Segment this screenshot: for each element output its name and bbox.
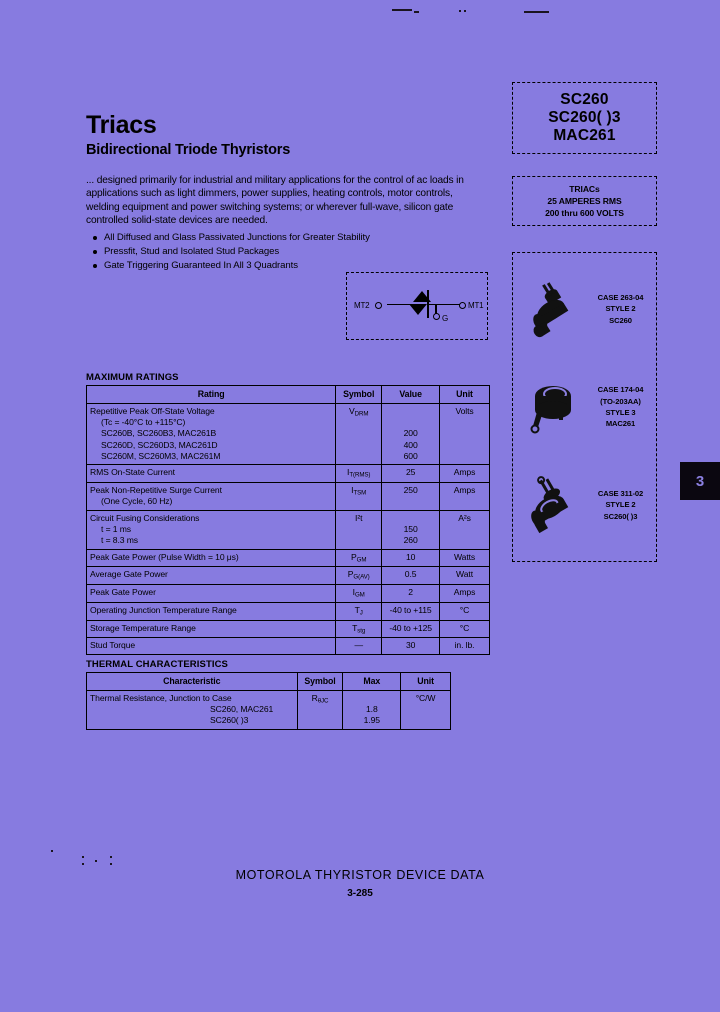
- value-cell: 25: [382, 465, 440, 483]
- scan-artifact: [82, 856, 84, 858]
- symbol-subscript: J: [359, 609, 363, 617]
- rating-cell: RMS On-State Current: [87, 465, 336, 483]
- list-item: Gate Triggering Guaranteed In All 3 Quadrants: [92, 259, 492, 273]
- characteristic-subline: SC260, MAC261: [210, 703, 274, 714]
- symbol-base: P: [347, 569, 354, 580]
- table-header-row: [87, 673, 451, 691]
- value-line: 200: [403, 428, 418, 439]
- value-cell: 10: [382, 549, 440, 567]
- pressfit-package-icon: [519, 276, 585, 342]
- rating-cell: Stud Torque: [87, 638, 336, 654]
- case-style: STYLE 2: [605, 304, 636, 314]
- list-item: Pressfit, Stud and Isolated Stud Packages: [92, 245, 492, 259]
- maximum-ratings-table: [86, 385, 490, 655]
- unit-cell: A²s: [440, 510, 490, 549]
- symbol-cell: [297, 690, 343, 729]
- symbol-base: I: [347, 467, 350, 478]
- case-entry: [513, 263, 656, 355]
- table-row: [87, 465, 490, 483]
- symbol-base: V: [348, 405, 355, 416]
- table-row: [87, 620, 490, 638]
- max-cell: [343, 690, 401, 729]
- table-row: [87, 483, 490, 511]
- symbol-subscript: θJC: [317, 697, 329, 705]
- value-cell: -40 to +115: [382, 602, 440, 620]
- symbol-cell: —: [336, 638, 382, 654]
- footer-page-number: 3-285: [347, 888, 373, 899]
- rating-cell: [87, 510, 336, 549]
- column-header-rating: Rating: [87, 386, 336, 404]
- case-device: SC260( )3: [603, 511, 638, 521]
- table-header-row: [87, 386, 490, 404]
- case-device: MAC261: [605, 419, 636, 429]
- rating-cell: Average Gate Power: [87, 567, 336, 585]
- case-entry: [513, 459, 656, 551]
- symbol-cell: [336, 620, 382, 638]
- value-cell: -40 to +125: [382, 620, 440, 638]
- unit-cell: °C: [440, 620, 490, 638]
- table-row: [87, 403, 490, 465]
- characteristic-cell: [87, 690, 298, 729]
- symbol-subscript: stg: [357, 627, 366, 635]
- feature-list: [92, 231, 492, 273]
- table-row: [87, 549, 490, 567]
- symbol-cell: I²t: [336, 510, 382, 549]
- column-header-unit: Unit: [440, 386, 490, 404]
- value-line: 260: [403, 535, 418, 546]
- rating-subline: t = 1 ms: [101, 524, 132, 535]
- value-cell: 2: [382, 585, 440, 603]
- isolated-stud-package-icon: [519, 472, 585, 538]
- scan-artifact: [459, 10, 461, 12]
- column-header-symbol: Symbol: [336, 386, 382, 404]
- symbol-subscript: TSM: [353, 489, 367, 497]
- symbol-cell: [336, 483, 382, 511]
- symbol-subscript: DRM: [354, 410, 369, 418]
- symbol-cell: [336, 585, 382, 603]
- thermal-characteristics-table: [86, 672, 451, 730]
- scan-artifact: [95, 860, 97, 862]
- rating-subline: (One Cycle, 60 Hz): [101, 496, 173, 507]
- scan-artifact: [110, 863, 112, 865]
- scan-artifact: [110, 856, 112, 858]
- symbol-cell: [336, 403, 382, 465]
- rating-subline: SC260M, SC260M3, MAC261M: [101, 450, 221, 461]
- unit-cell: Amps: [440, 585, 490, 603]
- symbol-base: T: [354, 604, 360, 615]
- value-cell: [382, 403, 440, 465]
- rating-subline: SC260D, SC260D3, MAC261D: [101, 439, 218, 450]
- unit-cell: Volts: [440, 403, 490, 465]
- scan-artifact: [82, 863, 84, 865]
- value-line: [385, 406, 436, 417]
- rating-cell: Peak Gate Power (Pulse Width = 10 μs): [87, 549, 336, 567]
- symbol-base: I: [352, 587, 355, 598]
- case-style: STYLE 2: [605, 500, 636, 510]
- column-header-max: Max: [343, 673, 401, 691]
- maximum-ratings-heading: MAXIMUM RATINGS: [86, 372, 179, 383]
- table-row: [87, 690, 451, 729]
- table-row: [87, 585, 490, 603]
- column-header-characteristic: Characteristic: [87, 673, 298, 691]
- value-cell: 250: [382, 483, 440, 511]
- scan-artifact: [464, 10, 466, 12]
- rating-label: Peak Non-Repetitive Surge Current: [90, 485, 222, 496]
- case-number: CASE 311-02: [597, 488, 644, 498]
- footer-publication: MOTOROLA THYRISTOR DEVICE DATA: [235, 868, 485, 882]
- value-line: 150: [403, 524, 418, 535]
- triac-triangle-lower: [409, 304, 427, 315]
- value-cell: 30: [382, 638, 440, 654]
- value-line: [385, 417, 436, 428]
- table-row: [87, 567, 490, 585]
- rating-cell: [87, 483, 336, 511]
- column-header-symbol: Symbol: [297, 673, 343, 691]
- scan-artifact: [414, 11, 419, 13]
- table-row: [87, 638, 490, 654]
- lead-right: [427, 304, 460, 305]
- unit-cell: °C/W: [401, 690, 451, 729]
- case-outline-box: [512, 252, 657, 562]
- scan-artifact: [392, 9, 412, 11]
- spec-line: 25 AMPERES RMS: [547, 195, 622, 206]
- symbol-cell: [336, 549, 382, 567]
- device-number: MAC261: [553, 127, 616, 145]
- title-block: [86, 112, 486, 158]
- case-number: CASE 174-04: [597, 385, 644, 395]
- schematic-label-gate: G: [442, 314, 449, 323]
- case-label-group: [585, 384, 656, 430]
- unit-cell: Watt: [440, 567, 490, 585]
- list-item: All Diffused and Glass Passivated Junctions for Greater Stability: [92, 231, 492, 245]
- case-label-group: [585, 488, 656, 522]
- symbol-subscript: GM: [354, 591, 365, 599]
- symbol-subscript: T(RMS): [349, 471, 371, 479]
- spec-line: TRIACs: [569, 183, 600, 194]
- triac-schematic-symbol: [346, 272, 488, 340]
- max-line: 1.8: [365, 703, 378, 714]
- terminal-dot-gate: [433, 313, 440, 320]
- unit-cell: °C: [440, 602, 490, 620]
- schematic-label-mt2: MT2: [354, 301, 370, 310]
- value-line: [385, 513, 436, 524]
- value-cell: [382, 510, 440, 549]
- value-cell: 0.5: [382, 567, 440, 585]
- scan-artifact: [524, 11, 549, 13]
- case-entry: [513, 361, 656, 453]
- case-device: SC260: [609, 315, 632, 325]
- characteristic-label: Thermal Resistance, Junction to Case: [90, 692, 232, 703]
- rating-subline: t = 8.3 ms: [101, 535, 138, 546]
- symbol-base: R: [311, 692, 318, 703]
- characteristic-subline: SC260( )3: [210, 715, 249, 726]
- value-line: 600: [403, 450, 418, 461]
- rating-label: Circuit Fusing Considerations: [90, 512, 200, 523]
- unit-cell: Watts: [440, 549, 490, 567]
- product-description: ... designed primarily for industrial and military applications for the control of ac loads in applications such as light dimmers, power supplies, heating controls, motor controls, welding equipment and power switching systems; or wherever full-wave, silicon gate controlled solid-state devices are needed.: [86, 175, 464, 226]
- device-number: SC260( )3: [548, 108, 621, 126]
- case-number: CASE 263-04: [597, 292, 644, 302]
- rating-label: Repetitive Peak Off-State Voltage: [90, 405, 215, 416]
- device-spec-box: [512, 176, 657, 226]
- value-line: 400: [403, 439, 418, 450]
- scan-artifact: [51, 850, 53, 852]
- rating-subline: (Tc = -40°C to +115°C): [101, 416, 186, 427]
- table-row: [87, 510, 490, 549]
- unit-cell: in. lb.: [440, 638, 490, 654]
- symbol-cell: [336, 602, 382, 620]
- case-outline: (TO-203AA): [600, 396, 641, 406]
- symbol-base: I: [351, 485, 354, 496]
- unit-cell: Amps: [440, 483, 490, 511]
- symbol-base: T: [352, 622, 358, 633]
- spec-line: 200 thru 600 VOLTS: [545, 208, 624, 219]
- table-row: [87, 602, 490, 620]
- max-line: 1.95: [363, 715, 380, 726]
- schematic-label-mt1: MT1: [468, 301, 484, 310]
- case-style: STYLE 3: [605, 408, 636, 417]
- rating-cell: Operating Junction Temperature Range: [87, 602, 336, 620]
- rating-cell: Storage Temperature Range: [87, 620, 336, 638]
- symbol-subscript: GM: [356, 556, 367, 564]
- terminal-dot-mt1: [459, 302, 466, 309]
- column-header-unit: Unit: [401, 673, 451, 691]
- page-section-tab: 3: [680, 462, 720, 500]
- page-title: Triacs: [86, 111, 157, 139]
- device-number: SC260: [560, 90, 609, 108]
- symbol-subscript: G(AV): [353, 574, 370, 581]
- rating-cell: Peak Gate Power: [87, 585, 336, 603]
- thermal-characteristics-heading: THERMAL CHARACTERISTICS: [86, 659, 228, 670]
- symbol-base: P: [351, 551, 357, 562]
- symbol-cell: [336, 567, 382, 585]
- case-label-group: [585, 292, 656, 326]
- device-number-box: [512, 82, 657, 154]
- terminal-dot-mt2: [375, 302, 382, 309]
- page-subtitle: Bidirectional Triode Thyristors: [86, 142, 291, 159]
- rating-cell: [87, 403, 336, 465]
- column-header-value: Value: [382, 386, 440, 404]
- max-line: [346, 693, 397, 704]
- unit-cell: Amps: [440, 465, 490, 483]
- rating-subline: SC260B, SC260B3, MAC261B: [101, 428, 217, 439]
- stud-package-icon: [519, 374, 585, 440]
- symbol-cell: [336, 465, 382, 483]
